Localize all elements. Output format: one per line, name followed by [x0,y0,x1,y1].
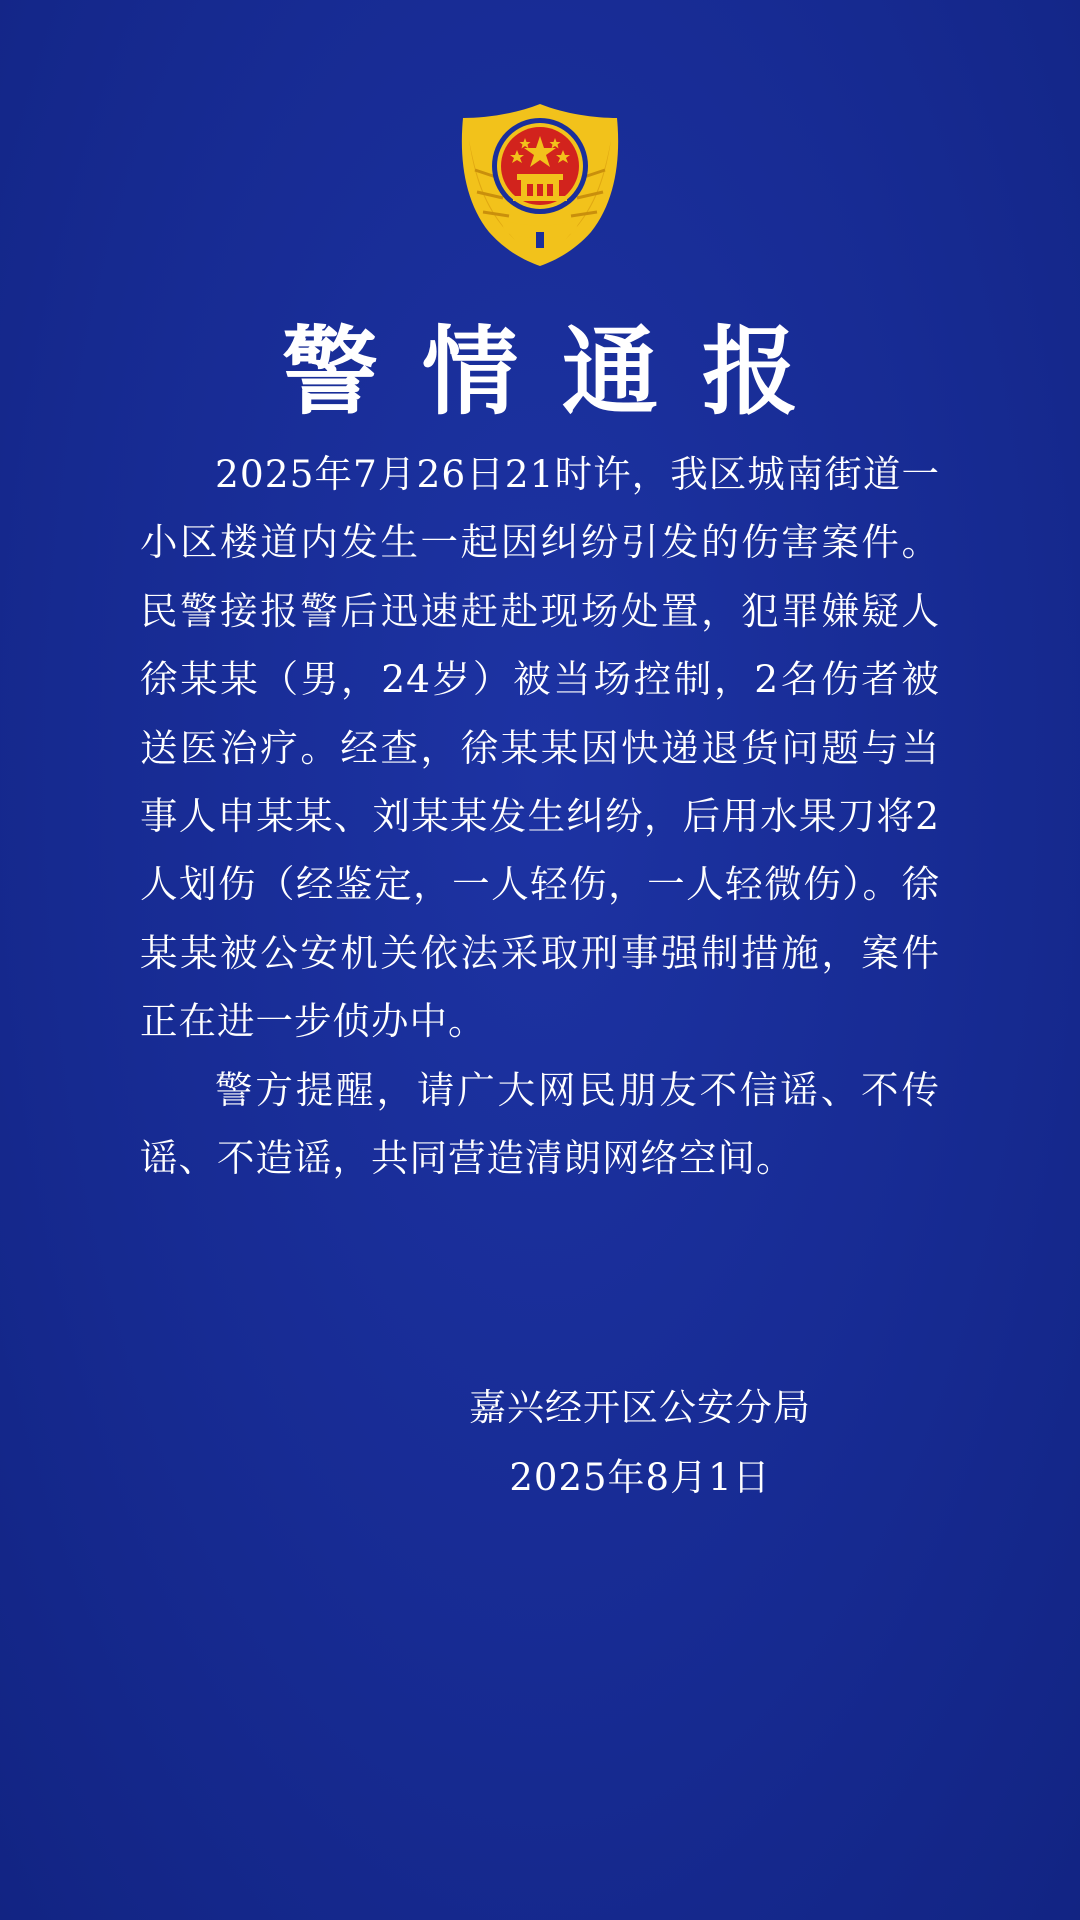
notice-body [140,440,940,1192]
issue-date: 2025年8月1日 [509,1456,771,1499]
issuer-name: 嘉兴经开区公安分局 [469,1386,811,1429]
notice-signature [440,1373,840,1513]
notice-title: 警情通报 [282,316,842,428]
police-emblem-icon [455,100,625,270]
notice-paragraph-incident: 2025年7月26日21时许，我区城南街道一小区楼道内发生一起因纠纷引发的伤害案件。民警接报警后迅速赶赴现场处置，犯罪嫌疑人徐某某（男，24岁）被当场控制，2名伤者被送医治疗。经查，徐某某因快递退货问题与当事人申某某、刘某某发生纠纷，后用水果刀将2人划伤（经鉴定，一人轻伤，一人轻微伤）。徐某某被公安机关依法采取刑事强制措施，案件正在进一步侦办中。 [140,452,940,1044]
notice-paragraph-reminder: 警方提醒，请广大网民朋友不信谣、不传谣、不造谣，共同营造清朗网络空间。 [140,1067,940,1181]
